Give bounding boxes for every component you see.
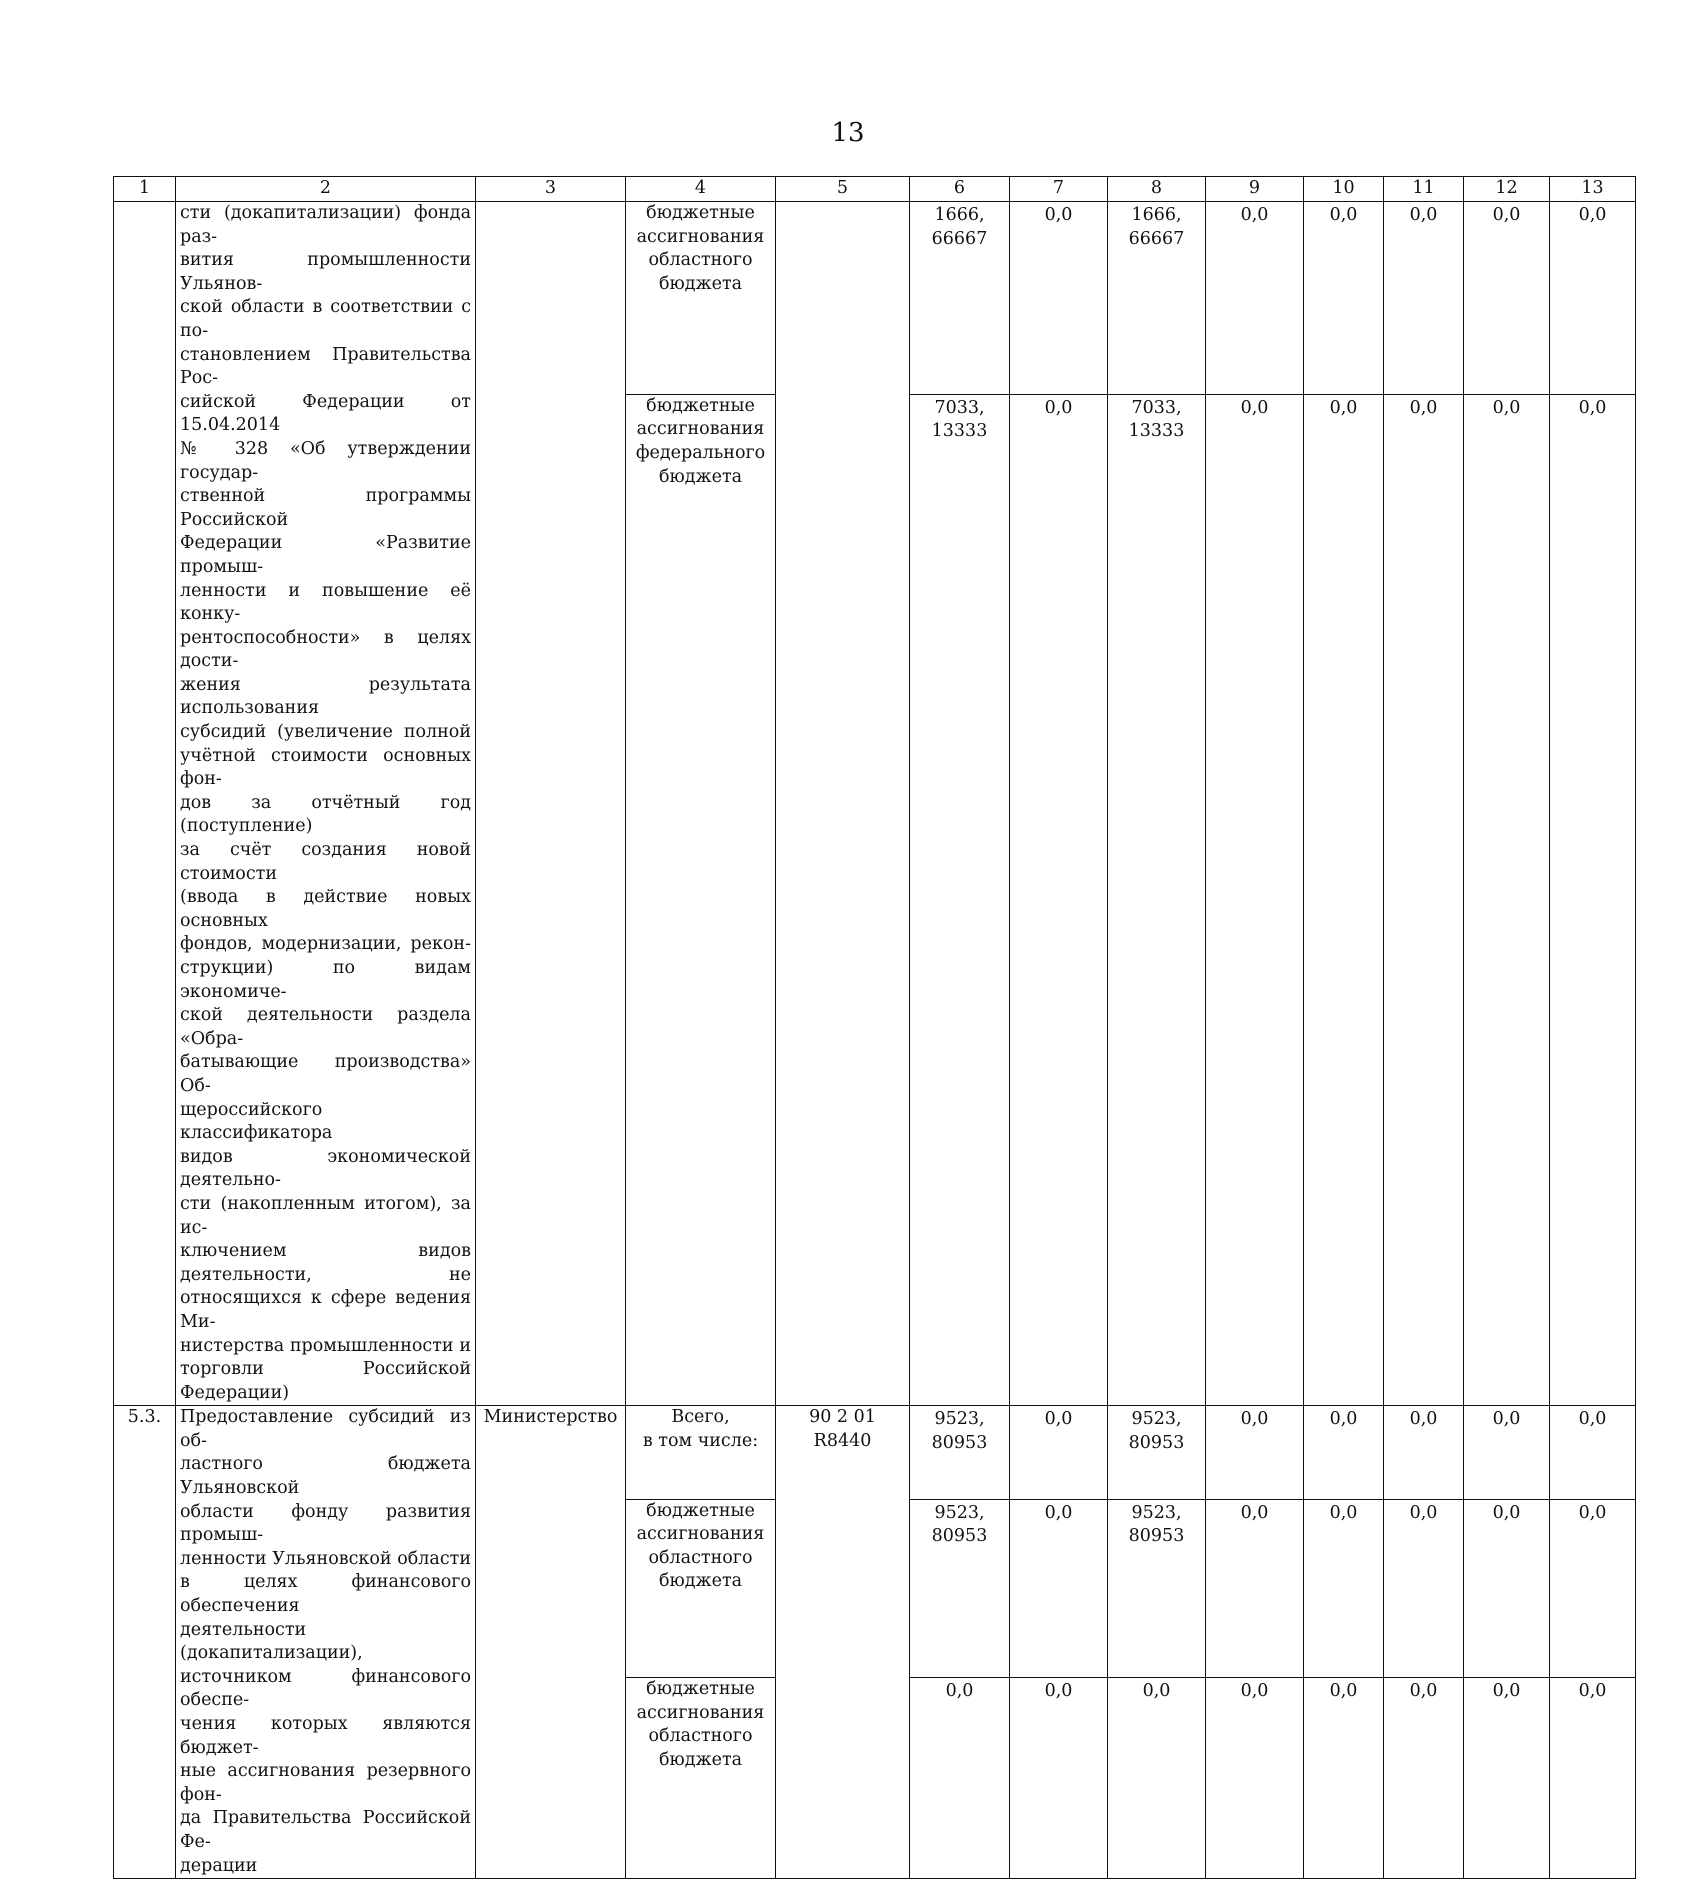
funding-source-line: областного: [648, 1726, 753, 1747]
header-cell: 8: [1108, 177, 1206, 202]
description-line: жения результата использования: [180, 674, 471, 719]
description-line: относящихся к сфере ведения Ми-: [180, 1288, 471, 1332]
description-line: ской области в соответствии с по-: [180, 297, 471, 341]
value-cell-9: 0,0: [1206, 1499, 1304, 1678]
header-row: [114, 177, 1636, 202]
item-description: [176, 202, 476, 1406]
description-line: ленности Ульяновской области: [180, 1548, 471, 1569]
executor-cell: Министерство: [476, 1406, 626, 1879]
code-line: R8440: [813, 1430, 872, 1451]
row-number-cell: 5.3.: [114, 1406, 176, 1879]
page-number: 13: [831, 118, 865, 148]
value-cell-12: 0,0: [1464, 394, 1550, 1405]
code-line: 90 2 01: [809, 1407, 876, 1428]
description-line: Федерации «Развитие промыш-: [180, 533, 471, 577]
description-line: сийской Федерации от 15.04.2014: [180, 391, 471, 436]
code-cell: [776, 1406, 910, 1879]
value-cell-8: [1108, 202, 1206, 395]
value-cell-13: 0,0: [1550, 1499, 1636, 1678]
description-line: рентоспособности» в целях дости-: [180, 627, 471, 672]
value-cell-7: 0,0: [1010, 202, 1108, 395]
value-cell-11: 0,0: [1384, 1406, 1464, 1499]
description-line: учётной стоимости основных фон-: [180, 745, 471, 790]
header-cell: 6: [910, 177, 1010, 202]
value-cell-8: 0,0: [1108, 1678, 1206, 1879]
value-part: 80953: [931, 1526, 988, 1547]
funding-source-line: бюджета: [658, 1571, 743, 1592]
funding-source-cell: [626, 1499, 776, 1678]
funding-source-line: в том числе:: [642, 1430, 759, 1451]
description-line: видов экономической деятельно-: [180, 1146, 471, 1191]
value-cell-13: 0,0: [1550, 1678, 1636, 1879]
value-cell-6: [910, 202, 1010, 395]
value-cell-6: [910, 1499, 1010, 1678]
value-part: 9523,: [1131, 1409, 1182, 1430]
item-description: [176, 1406, 476, 1879]
funding-source-line: бюджетные: [646, 1500, 755, 1521]
header-cell: 12: [1464, 177, 1550, 202]
description-line: сти (накопленным итогом), за ис-: [180, 1193, 471, 1238]
code-cell: [776, 202, 910, 1406]
value-cell-6: 0,0: [910, 1678, 1010, 1879]
value-cell-7: 0,0: [1010, 1406, 1108, 1499]
value-cell-11: 0,0: [1384, 394, 1464, 1405]
value-cell-13: 0,0: [1550, 1406, 1636, 1499]
value-cell-9: 0,0: [1206, 202, 1304, 395]
description-line: сти (докапитализации) фонда раз-: [180, 203, 471, 247]
value-cell-10: 0,0: [1304, 1406, 1384, 1499]
funding-source-line: областного: [648, 250, 753, 271]
funding-source-line: ассигнования: [636, 226, 765, 247]
description-line: субсидий (увеличение полной: [180, 722, 471, 743]
header-cell: 4: [626, 177, 776, 202]
funding-source-line: бюджетные: [646, 395, 755, 416]
description-line: щероссийского классификатора: [180, 1099, 333, 1144]
value-cell-12: 0,0: [1464, 1499, 1550, 1678]
value-cell-13: 0,0: [1550, 394, 1636, 1405]
value-cell-6: [910, 1406, 1010, 1499]
header-cell: 2: [176, 177, 476, 202]
table-row: [114, 202, 1636, 395]
description-line: дерации: [180, 1855, 258, 1876]
value-cell-9: 0,0: [1206, 1678, 1304, 1879]
value-part: 1666,: [934, 205, 985, 225]
header-cell: 11: [1384, 177, 1464, 202]
description-line: Предоставление субсидий из об-: [180, 1407, 471, 1451]
funding-source-line: бюджетные: [646, 203, 755, 223]
description-line: да Правительства Российской Фе-: [180, 1808, 471, 1852]
header-cell: 9: [1206, 177, 1304, 202]
header-cell: 13: [1550, 177, 1636, 202]
value-cell-12: 0,0: [1464, 1406, 1550, 1499]
value-cell-8: [1108, 1406, 1206, 1499]
funding-source-cell: [626, 394, 776, 1405]
description-line: области фонду развития промыш-: [180, 1501, 471, 1546]
description-line: ластного бюджета Ульяновской: [180, 1454, 471, 1499]
value-part: 13333: [1128, 421, 1185, 442]
description-line: фондов, модернизации, рекон-: [180, 934, 471, 955]
header-cell: 3: [476, 177, 626, 202]
row-number-cell: [114, 202, 176, 1406]
description-line: батывающие производства» Об-: [180, 1052, 471, 1096]
value-cell-9: 0,0: [1206, 1406, 1304, 1499]
description-line: ленности и повышение её конку-: [180, 580, 471, 625]
description-line: № 328 «Об утверждении государ-: [180, 438, 471, 483]
description-line: чения которых являются бюджет-: [180, 1714, 471, 1758]
value-cell-10: 0,0: [1304, 1499, 1384, 1678]
funding-source-line: Всего,: [671, 1407, 730, 1428]
description-line: ные ассигнования резервного фон-: [180, 1761, 471, 1805]
value-cell-10: 0,0: [1304, 1678, 1384, 1879]
funding-source-line: бюджетные: [646, 1679, 755, 1700]
value-part: 66667: [1128, 228, 1185, 249]
value-cell-7: 0,0: [1010, 1678, 1108, 1879]
table-row: [114, 1406, 1636, 1499]
header-cell: 10: [1304, 177, 1384, 202]
value-cell-7: 0,0: [1010, 1499, 1108, 1678]
description-line: вития промышленности Ульянов-: [180, 250, 471, 294]
description-line: струкции) по видам экономиче-: [180, 958, 471, 1002]
value-part: 66667: [931, 228, 988, 249]
funding-source-line: областного: [648, 1547, 753, 1568]
funding-source-line: бюджета: [658, 1750, 743, 1770]
description-line: ключением видов деятельности, не: [180, 1241, 471, 1285]
funding-source-line: бюджета: [658, 466, 743, 487]
description-line: дов за отчётный год (поступление): [180, 792, 471, 837]
value-part: 80953: [1128, 1432, 1185, 1453]
description-line: торговли Российской Федерации): [180, 1359, 471, 1403]
funding-source-line: ассигнования: [636, 1524, 765, 1545]
value-part: 1666,: [1131, 205, 1182, 225]
value-cell-10: 0,0: [1304, 202, 1384, 395]
header-cell: 7: [1010, 177, 1108, 202]
value-cell-11: 0,0: [1384, 1678, 1464, 1879]
description-line: деятельности (докапитализации),: [180, 1619, 363, 1664]
value-cell-11: 0,0: [1384, 1499, 1464, 1678]
executor-cell: [476, 202, 626, 1406]
value-cell-12: 0,0: [1464, 1678, 1550, 1879]
value-part: 7033,: [934, 397, 985, 418]
description-line: ской деятельности раздела «Обра-: [180, 1005, 471, 1049]
funding-source-line: ассигнования: [636, 1702, 765, 1723]
value-cell-6: [910, 394, 1010, 1405]
budget-table: [113, 176, 1636, 1879]
header-cell: 5: [776, 177, 910, 202]
value-part: 7033,: [1131, 397, 1182, 418]
description-line: источником финансового обеспе-: [180, 1666, 471, 1711]
value-part: 9523,: [1131, 1502, 1182, 1523]
description-line: (ввода в действие новых основных: [180, 887, 471, 931]
funding-source-line: бюджета: [658, 273, 743, 294]
funding-source-cell: [626, 202, 776, 395]
funding-source-line: ассигнования: [636, 419, 765, 440]
value-cell-9: 0,0: [1206, 394, 1304, 1405]
funding-source-line: федерального: [635, 443, 766, 464]
value-cell-12: 0,0: [1464, 202, 1550, 395]
description-line: ственной программы Российской: [180, 486, 471, 530]
value-cell-10: 0,0: [1304, 394, 1384, 1405]
header-cell: 1: [114, 177, 176, 202]
value-cell-7: 0,0: [1010, 394, 1108, 1405]
description-line: за счёт создания новой стоимости: [180, 840, 471, 884]
description-line: становлением Правительства Рос-: [180, 344, 471, 389]
value-part: 9523,: [934, 1502, 985, 1523]
value-part: 80953: [931, 1432, 988, 1453]
value-part: 13333: [931, 421, 988, 442]
value-cell-8: [1108, 1499, 1206, 1678]
value-cell-11: 0,0: [1384, 202, 1464, 395]
value-part: 80953: [1128, 1526, 1185, 1547]
value-cell-8: [1108, 394, 1206, 1405]
description-line: в целях финансового обеспечения: [180, 1572, 471, 1617]
description-line: нистерства промышленности и: [180, 1335, 471, 1356]
value-part: 9523,: [934, 1409, 985, 1430]
funding-source-cell: [626, 1678, 776, 1879]
value-cell-13: 0,0: [1550, 202, 1636, 395]
funding-source-cell: [626, 1406, 776, 1499]
